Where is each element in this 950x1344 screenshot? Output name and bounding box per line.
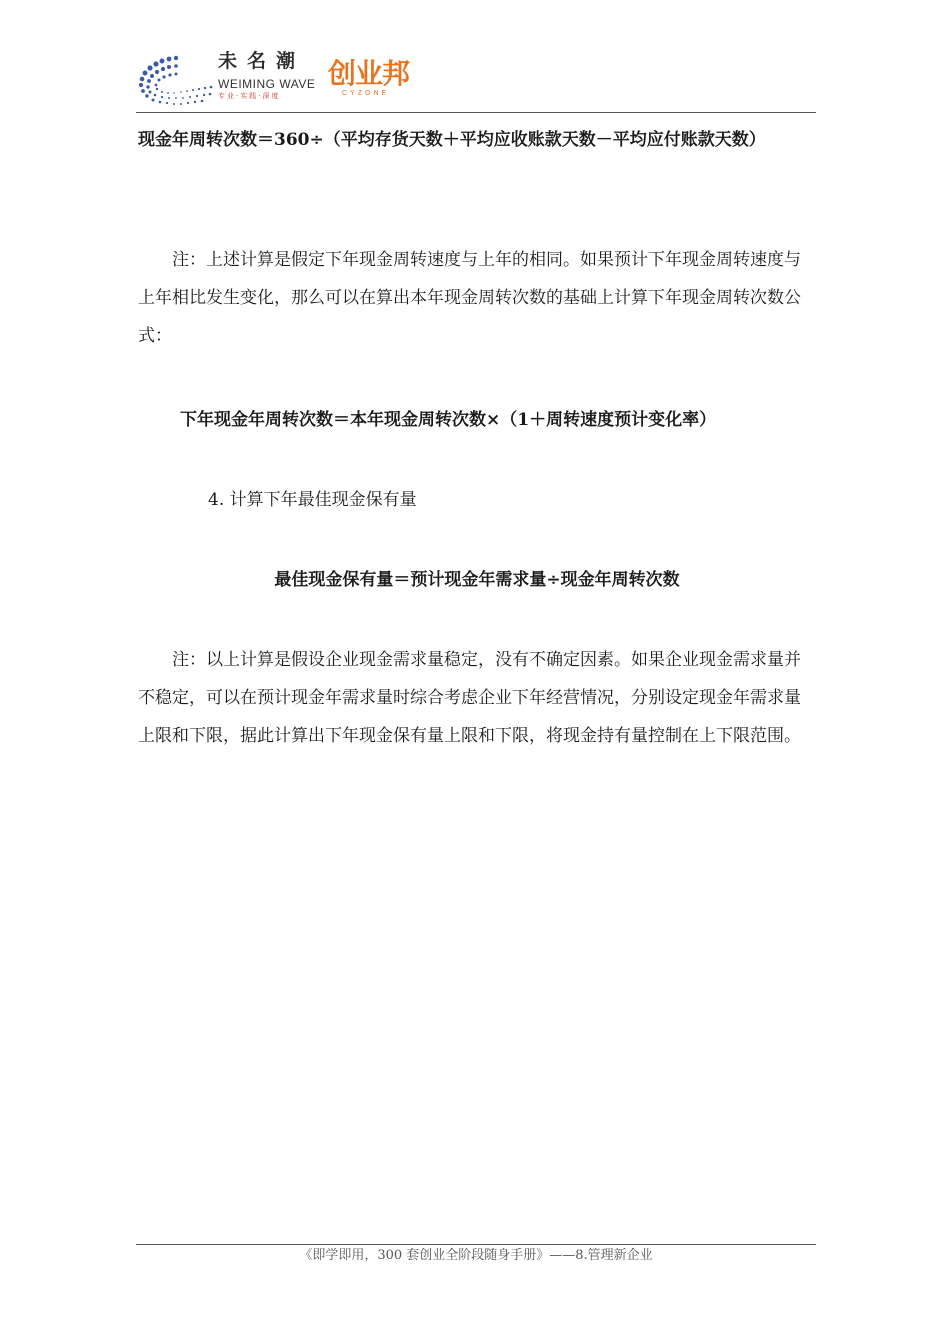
formula-cash-turnover: 现金年周转次数＝360÷（平均存货天数＋平均应收账款天数－平均应付账款天数） bbox=[138, 130, 766, 150]
page-header bbox=[136, 44, 816, 112]
logo-chinese-name: 未名潮 bbox=[218, 50, 306, 72]
note-paragraph-2: 注：以上计算是假设企业现金需求量稳定，没有不确定因素。如果企业现金需求量并不稳定，可以在预计现金年需求量时综合考虑企业下年经营情况，分别设定现金年需求量上限和下限，据此计算出下年现金保有量上限和下限，将现金持有量控制在上下限范围。 bbox=[138, 650, 801, 746]
step-4-heading: 4. 计算下年最佳现金保有量 bbox=[208, 490, 417, 510]
cyzone-english-name: CYZONE bbox=[342, 90, 390, 97]
cyzone-chinese-name: 创业邦 bbox=[328, 57, 410, 90]
weiming-wave-wordmark bbox=[218, 50, 315, 101]
formula-next-year-turnover: 下年现金年周转次数＝本年现金周转次数×（1＋周转速度预计变化率） bbox=[180, 410, 717, 430]
logo-english-name: WEIMING WAVE bbox=[218, 77, 316, 91]
cyzone-logo bbox=[328, 58, 409, 98]
header-divider bbox=[136, 112, 816, 113]
formula-optimal-cash: 最佳现金保有量＝预计现金年需求量÷现金年周转次数 bbox=[274, 570, 680, 590]
weiming-wave-logo-icon bbox=[136, 48, 216, 108]
logo-tagline: 专业·实践·深度 bbox=[218, 92, 281, 100]
page-footer: 《即学即用，300 套创业全阶段随身手册》——8.管理新企业 bbox=[299, 1248, 653, 1263]
footer-divider bbox=[136, 1244, 816, 1245]
note-paragraph-1: 注：上述计算是假定下年现金周转速度与上年的相同。如果预计下年现金周转速度与上年相比发生变化，那么可以在算出本年现金周转次数的基础上计算下年现金周转次数公式： bbox=[138, 250, 801, 346]
